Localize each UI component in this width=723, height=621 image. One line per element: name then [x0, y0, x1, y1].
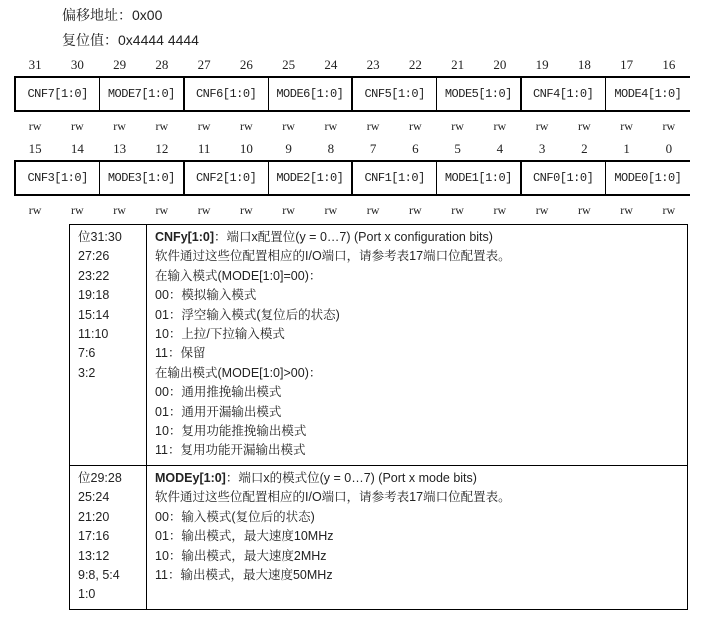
register-field: CNF7[1:0]	[16, 78, 100, 110]
access-type: rw	[493, 203, 507, 217]
register-row	[14, 76, 690, 112]
description-line: 在输出模式(MODE[1:0]>00)：	[155, 365, 322, 380]
access-type: rw	[71, 119, 84, 133]
access-type: rw	[620, 203, 633, 217]
bit-number: 2	[581, 141, 588, 156]
access-type: rw	[662, 119, 676, 133]
description-line: 11：复用功能开漏输出模式	[155, 443, 306, 458]
field-description	[147, 465, 688, 609]
access-type: rw	[282, 203, 295, 217]
bit-number: 27	[197, 57, 211, 72]
register-field: MODE7[1:0]	[100, 78, 184, 110]
bit-number-row	[14, 141, 690, 157]
register-field: CNF5[1:0]	[353, 78, 437, 110]
description-line: 10：输出模式，最大速度2MHz	[155, 548, 327, 563]
register-field: MODE3[1:0]	[100, 162, 184, 194]
bit-number: 9	[285, 141, 292, 156]
bit-position: 11:10	[78, 327, 109, 342]
register-field: MODE5[1:0]	[437, 78, 521, 110]
access-type: rw	[113, 119, 126, 133]
access-type: rw	[71, 203, 84, 217]
description-line: 01：输出模式，最大速度10MHz	[155, 529, 334, 544]
bit-position: 13:12	[78, 548, 110, 563]
register-field: CNF4[1:0]	[522, 78, 606, 110]
description-line: 01：通用开漏输出模式	[155, 404, 282, 419]
access-type: rw	[240, 119, 253, 133]
register-field: MODE4[1:0]	[614, 87, 682, 101]
bit-position: 17:16	[78, 529, 110, 544]
description-line: 01：浮空输入模式(复位后的状态)	[155, 307, 340, 322]
access-type: rw	[451, 203, 464, 217]
field-summary: ：端口x的模式位(y = 0…7) (Port x mode bits)	[225, 470, 477, 485]
field-title	[155, 469, 681, 488]
bit-position: 15:14	[78, 307, 110, 322]
description-line: 10：复用功能推挽输出模式	[155, 424, 307, 439]
description-row	[70, 465, 688, 609]
access-type: rw	[28, 203, 42, 217]
bit-number: 29	[113, 57, 127, 72]
bit-number: 31	[28, 57, 42, 72]
access-type: rw	[197, 119, 211, 133]
bit-number: 21	[451, 57, 465, 72]
bit-position: 位29:28	[78, 470, 122, 485]
bit-number: 24	[324, 57, 338, 72]
description-line: 11：保留	[155, 346, 206, 361]
access-type: rw	[578, 203, 591, 217]
access-type: rw	[113, 203, 126, 217]
bit-position: 位31:30	[78, 230, 122, 244]
bit-number: 28	[155, 57, 169, 72]
description-line: 11：输出模式，最大速度50MHz	[155, 567, 333, 582]
access-type: rw	[409, 119, 422, 133]
register-field: MODE0[1:0]	[614, 171, 682, 185]
description-line: 10：上拉/下拉输入模式	[155, 327, 285, 342]
access-type: rw	[578, 119, 591, 133]
access-type: rw	[155, 203, 169, 217]
bit-number: 13	[113, 141, 127, 156]
bit-position: 9:8, 5:4	[78, 567, 120, 582]
bit-position: 1:0	[78, 587, 96, 602]
bit-position: 25:24	[78, 490, 110, 505]
description-line: 软件通过这些位配置相应的I/O端口，请参考表17端口位配置表。	[155, 490, 511, 505]
bit-position: 21:20	[78, 509, 110, 524]
description-line: 00：输入模式(复位后的状态)	[155, 509, 315, 524]
access-type: rw	[535, 203, 549, 217]
access-type: rw	[535, 119, 549, 133]
access-type: rw	[282, 119, 295, 133]
bit-number: 6	[412, 141, 419, 156]
bit-number-row	[14, 57, 690, 73]
bit-positions	[70, 465, 147, 609]
field-name: MODEy[1:0]	[155, 470, 226, 485]
access-type: rw	[366, 203, 380, 217]
bit-number: 15	[28, 141, 42, 156]
access-type: rw	[451, 119, 464, 133]
bit-number: 12	[155, 141, 169, 156]
access-type: rw	[620, 119, 633, 133]
bit-number: 25	[282, 57, 296, 72]
bit-number: 0	[665, 141, 673, 156]
description-line: 00：模拟输入模式	[155, 288, 257, 303]
description-row	[70, 225, 688, 466]
bit-position: 3:2	[78, 365, 96, 380]
bit-number: 26	[239, 57, 253, 72]
bit-number: 5	[454, 141, 461, 156]
field-summary: ：端口x配置位(y = 0…7) (Port x configuration bits)	[214, 230, 493, 244]
register-field: CNF2[1:0]	[185, 162, 269, 194]
bit-description-table	[69, 224, 688, 610]
access-type: rw	[197, 203, 211, 217]
register-field: CNF1[1:0]	[353, 162, 437, 194]
bit-number: 19	[535, 57, 549, 72]
bit-number: 10	[239, 141, 253, 156]
register-field: MODE6[1:0]	[269, 78, 353, 110]
access-type: rw	[324, 119, 338, 133]
register-row	[14, 160, 690, 196]
register-field: CNF6[1:0]	[185, 78, 269, 110]
bit-number: 14	[70, 141, 84, 156]
description-line: 00：通用推挽输出模式	[155, 385, 282, 400]
bit-number: 23	[366, 57, 380, 72]
access-row	[14, 203, 690, 218]
field-title	[155, 228, 681, 247]
bit-position: 7:6	[78, 346, 96, 361]
field-description	[147, 225, 688, 466]
bit-number: 20	[493, 57, 507, 72]
register-field: MODE1[1:0]	[437, 162, 521, 194]
access-type: rw	[409, 203, 422, 217]
bit-position: 19:18	[78, 288, 110, 303]
register-field: MODE2[1:0]	[269, 162, 353, 194]
bit-positions	[70, 225, 147, 466]
description-line: 软件通过这些位配置相应的I/O端口，请参考表17端口位配置表。	[155, 249, 511, 264]
bit-number: 3	[538, 141, 546, 156]
reset-value: 复位值：0x4444 4444	[62, 32, 199, 48]
access-type: rw	[324, 203, 338, 217]
register-field: CNF0[1:0]	[522, 162, 606, 194]
access-type: rw	[155, 119, 169, 133]
register-field: CNF3[1:0]	[16, 162, 100, 194]
access-type: rw	[493, 119, 507, 133]
bit-position: 23:22	[78, 268, 110, 283]
bit-number: 18	[577, 57, 591, 72]
bit-number: 8	[327, 141, 335, 156]
access-type: rw	[28, 119, 42, 133]
bit-number: 16	[662, 57, 676, 72]
field-name: CNFy[1:0]	[155, 230, 215, 244]
access-type: rw	[366, 119, 380, 133]
bit-number: 7	[369, 141, 377, 156]
access-type: rw	[240, 203, 253, 217]
bit-number: 17	[620, 57, 634, 72]
access-row	[14, 119, 690, 134]
bit-position: 27:26	[78, 249, 110, 264]
offset-address: 偏移地址：0x00	[62, 7, 163, 23]
bit-number: 22	[408, 57, 422, 72]
bit-number: 11	[197, 141, 211, 156]
bit-number: 30	[70, 57, 84, 72]
bit-number: 1	[623, 141, 630, 156]
bit-number: 4	[496, 141, 504, 156]
access-type: rw	[662, 203, 676, 217]
description-line: 在输入模式(MODE[1:0]=00)：	[155, 268, 322, 283]
